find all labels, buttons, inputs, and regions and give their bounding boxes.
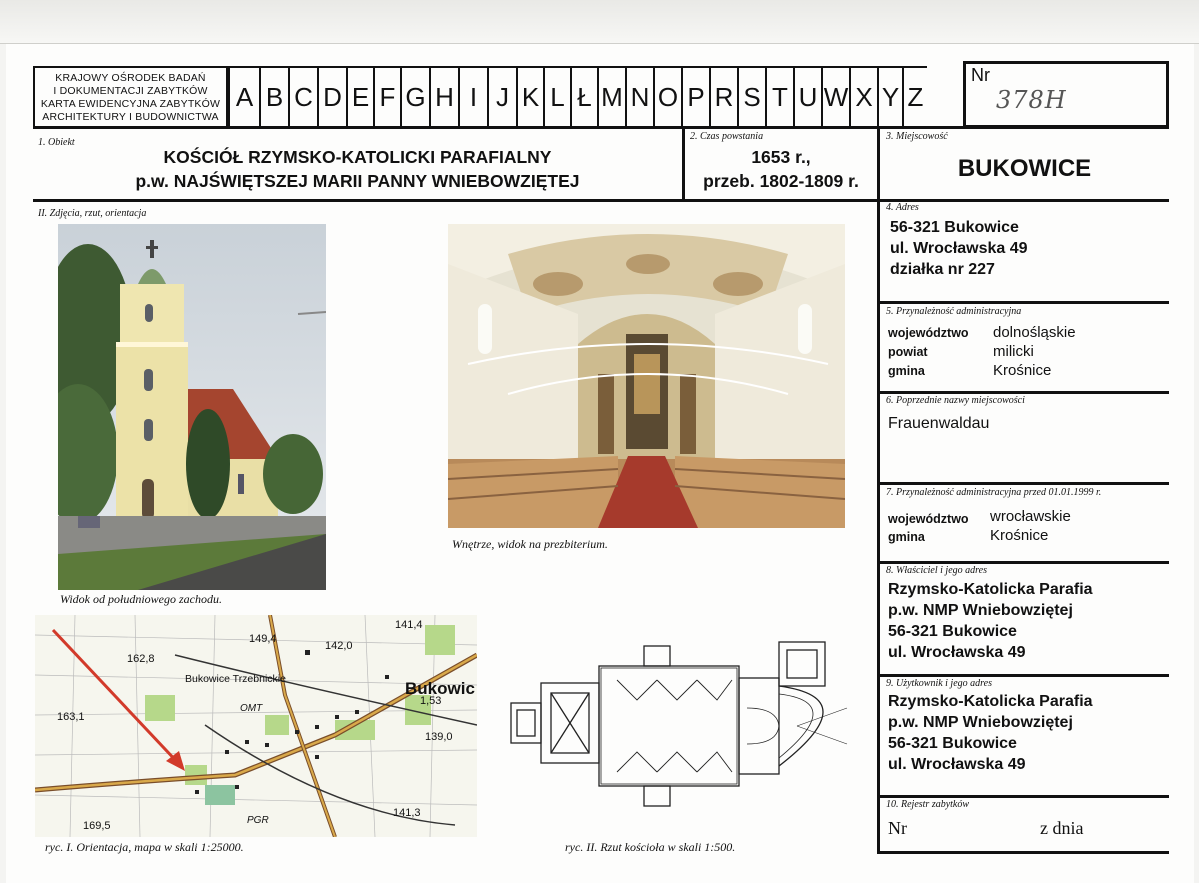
map-label: 142,0 [325, 640, 353, 652]
exterior-caption: Widok od południowego zachodu. [60, 592, 222, 606]
admin-pre1999-key: gmina [888, 530, 925, 544]
interior-caption: Wnętrze, widok na prezbiterium. [452, 537, 608, 551]
map-village-label: Bukowice Trzebnickie [185, 673, 286, 685]
owner-line-1: Rzymsko-Katolicka Parafia [888, 581, 1093, 598]
map-label: 162,8 [127, 653, 155, 665]
date-line-2: przeb. 1802-1809 r. [703, 171, 859, 191]
index-letter: D [317, 68, 346, 126]
object-name-line-2: p.w. NAJŚWIĘTSZEJ MARII PANNY WNIEBOWZIĘTEJ [135, 171, 580, 191]
map-label: 149,4 [249, 633, 277, 645]
index-letter: Ł [570, 68, 597, 126]
section-rule [877, 674, 1169, 677]
map-label: 139,0 [425, 731, 453, 743]
miejscowosc-label: 3. Miejscowość [886, 131, 948, 142]
adres-label: 4. Adres [886, 202, 919, 213]
right-column-divider [877, 126, 880, 854]
owner-line-2: p.w. NMP Wniebowziętej [888, 602, 1073, 619]
index-letter: G [400, 68, 429, 126]
map-label: 141,4 [395, 619, 423, 631]
map-label: 169,5 [83, 820, 111, 832]
owner-line-4: ul. Wrocławska 49 [888, 644, 1026, 661]
index-letter: I [458, 68, 487, 126]
record-number-box [963, 61, 1169, 128]
previous-names-label: 6. Poprzednie nazwy miejscowości [886, 395, 1025, 406]
record-number-value: 378H [996, 86, 1067, 114]
admin-pre1999-value: Krośnice [990, 527, 1049, 544]
admin-key: powiat [888, 345, 928, 359]
institution-line-1: KRAJOWY OŚRODEK BADAŃ [55, 72, 206, 84]
index-letter: L [543, 68, 570, 126]
institution-line-3: KARTA EWIDENCYJNA ZABYTKÓW [40, 98, 221, 110]
user-label: 9. Użytkownik i jego adres [886, 678, 993, 689]
admin-key: województwo [888, 326, 969, 340]
address-line-3: działka nr 227 [890, 261, 995, 278]
index-letter: O [653, 68, 681, 126]
index-letter: Z [902, 68, 927, 126]
index-letter: X [849, 68, 877, 126]
admin-pre1999-value: wrocławskie [990, 508, 1071, 525]
czas-label: 2. Czas powstania [690, 131, 764, 142]
section-rule [877, 301, 1169, 304]
map-label: OMT [240, 703, 263, 714]
registry-nr: Nr [888, 818, 907, 838]
plan-caption: ryc. II. Rzut kościoła w skali 1:500. [565, 840, 736, 854]
index-letter: T [765, 68, 793, 126]
map-label: 163,1 [57, 711, 85, 723]
index-letter: H [429, 68, 458, 126]
institution-line-2: I DOKUMENTACJI ZABYTKÓW [53, 85, 208, 97]
user-line-1: Rzymsko-Katolicka Parafia [888, 693, 1093, 710]
admin-value: dolnośląskie [993, 324, 1076, 341]
index-letter: C [288, 68, 317, 126]
section-rule [877, 795, 1169, 798]
admin-key: gmina [888, 364, 925, 378]
admin-pre1999-label: 7. Przynależność administracyjna przed 01.01.1999 r. [886, 487, 1102, 498]
index-letter: R [709, 68, 737, 126]
bottom-rule [877, 851, 1169, 854]
map-label: PGR [247, 815, 269, 826]
owner-line-3: 56-321 Bukowice [888, 623, 1017, 640]
section-rule [877, 391, 1169, 394]
map-caption: ryc. I. Orientacja, mapa w skali 1:25000. [45, 840, 244, 854]
map-label: 141,3 [393, 807, 421, 819]
index-letter: P [681, 68, 709, 126]
date-line-1: 1653 r., [751, 147, 811, 167]
section-2-label: II. Zdjęcia, rzut, orientacja [38, 208, 147, 219]
index-letter: F [373, 68, 400, 126]
locality-value: BUKOWICE [957, 155, 1092, 182]
scan-top-strip [0, 0, 1199, 44]
alphabet-index [228, 66, 927, 128]
index-letter: S [737, 68, 765, 126]
record-number-label: Nr [971, 65, 990, 85]
index-letter: W [821, 68, 849, 126]
user-line-4: ul. Wrocławska 49 [888, 756, 1026, 773]
map-town-label: Bukowic [405, 679, 475, 698]
previous-name-value: Frauenwaldau [888, 415, 990, 432]
admin-label: 5. Przynależność administracyjna [886, 306, 1022, 317]
institution-box [33, 66, 228, 128]
object-name-line-1: KOŚCIÓŁ RZYMSKO-KATOLICKI PARAFIALNY [163, 147, 552, 167]
index-letter: B [259, 68, 288, 126]
owner-label: 8. Właściciel i jego adres [886, 565, 987, 576]
header-rule [33, 126, 1169, 129]
title-rule [33, 199, 1169, 202]
registry-label: 10. Rejestr zabytków [886, 799, 970, 810]
address-line-1: 56-321 Bukowice [890, 219, 1019, 236]
floor-plan [497, 638, 875, 816]
institution-line-4: ARCHITEKTURY I BUDOWNICTWA [42, 111, 219, 123]
index-letter: Y [877, 68, 902, 126]
section-rule [877, 482, 1169, 485]
index-letter: K [516, 68, 543, 126]
exterior-photo [58, 224, 326, 590]
index-letter: M [597, 68, 625, 126]
orientation-map [35, 615, 477, 837]
admin-value: milicki [993, 343, 1034, 360]
admin-pre1999-key: województwo [888, 512, 969, 526]
user-line-2: p.w. NMP Wniebowziętej [888, 714, 1073, 731]
index-letter: U [793, 68, 821, 126]
admin-value: Krośnice [993, 362, 1052, 379]
map-label: 1,53 [420, 695, 442, 707]
registry-date: z dnia [1040, 818, 1084, 838]
index-letter: A [228, 68, 259, 126]
index-letter: N [625, 68, 653, 126]
interior-photo [448, 224, 845, 528]
index-letter: E [346, 68, 373, 126]
section-rule [877, 561, 1169, 564]
user-line-3: 56-321 Bukowice [888, 735, 1017, 752]
index-letter: J [487, 68, 516, 126]
address-line-2: ul. Wrocławska 49 [890, 240, 1028, 257]
obiekt-label: 1. Obiekt [38, 137, 75, 148]
